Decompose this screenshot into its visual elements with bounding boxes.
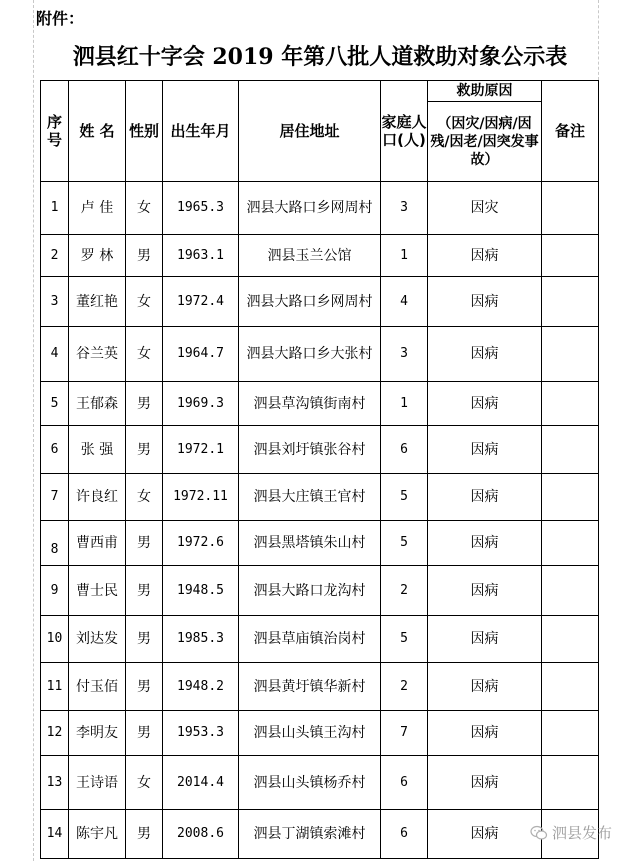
cell-seq: 13 xyxy=(41,756,69,810)
cell-name: 董红艳 xyxy=(69,277,126,327)
table-row xyxy=(41,382,599,426)
cell-name: 曹士民 xyxy=(69,566,126,616)
cell-address: 泗县山头镇王沟村 xyxy=(239,711,381,756)
cell-birth: 1948.2 xyxy=(163,663,239,711)
cell-address: 泗县大路口乡网周村 xyxy=(239,277,381,327)
cell-name: 王诗语 xyxy=(69,756,126,810)
cell-seq: 10 xyxy=(41,616,69,663)
cell-address: 泗县大路口乡大张村 xyxy=(239,327,381,382)
cell-gender: 男 xyxy=(126,382,163,426)
cell-name: 付玉佰 xyxy=(69,663,126,711)
table-row xyxy=(41,474,599,521)
cell-birth: 2008.6 xyxy=(163,810,239,859)
cell-remark xyxy=(542,711,599,756)
cell-address: 泗县山头镇杨乔村 xyxy=(239,756,381,810)
cell-name: 罗 林 xyxy=(69,235,126,277)
cell-household: 2 xyxy=(381,566,428,616)
cell-remark xyxy=(542,382,599,426)
cell-birth: 1985.3 xyxy=(163,616,239,663)
watermark xyxy=(530,822,612,843)
wechat-icon xyxy=(530,825,548,841)
cell-gender: 男 xyxy=(126,521,163,566)
cell-address: 泗县草庙镇治岗村 xyxy=(239,616,381,663)
cell-address: 泗县玉兰公馆 xyxy=(239,235,381,277)
cell-name: 曹西甫 xyxy=(69,521,126,566)
cell-seq: 11 xyxy=(41,663,69,711)
page-margin-guide-left xyxy=(33,0,34,861)
cell-remark xyxy=(542,327,599,382)
header-reason-title: 救助原因 xyxy=(428,81,542,102)
cell-household: 1 xyxy=(381,235,428,277)
cell-address: 泗县刘圩镇张谷村 xyxy=(239,426,381,474)
cell-household: 2 xyxy=(381,663,428,711)
cell-seq: 4 xyxy=(41,327,69,382)
table-row xyxy=(41,663,599,711)
header-gender: 性别 xyxy=(126,81,163,182)
cell-reason: 因灾 xyxy=(428,182,542,235)
watermark-text: 泗县发布 xyxy=(552,824,613,842)
cell-seq: 1 xyxy=(41,182,69,235)
table-row xyxy=(41,277,599,327)
cell-remark xyxy=(542,426,599,474)
cell-name: 张 强 xyxy=(69,426,126,474)
cell-name: 刘达发 xyxy=(69,616,126,663)
header-name: 姓 名 xyxy=(69,81,126,182)
cell-gender: 女 xyxy=(126,182,163,235)
cell-birth: 1963.1 xyxy=(163,235,239,277)
header-birth: 出生年月 xyxy=(163,81,239,182)
cell-gender: 女 xyxy=(126,327,163,382)
cell-birth: 1964.7 xyxy=(163,327,239,382)
cell-seq: 5 xyxy=(41,382,69,426)
cell-address: 泗县大路口乡网周村 xyxy=(239,182,381,235)
cell-address: 泗县丁湖镇索滩村 xyxy=(239,810,381,859)
cell-gender: 女 xyxy=(126,474,163,521)
cell-household: 5 xyxy=(381,474,428,521)
cell-household: 3 xyxy=(381,327,428,382)
cell-remark xyxy=(542,182,599,235)
cell-household: 6 xyxy=(381,426,428,474)
cell-seq: 7 xyxy=(41,474,69,521)
cell-seq: 6 xyxy=(41,426,69,474)
cell-gender: 男 xyxy=(126,235,163,277)
cell-gender: 男 xyxy=(126,426,163,474)
table-row xyxy=(41,521,599,566)
cell-name: 陈宇凡 xyxy=(69,810,126,859)
cell-seq: 9 xyxy=(41,566,69,616)
table-row xyxy=(41,616,599,663)
table-row xyxy=(41,566,599,616)
cell-birth: 1972.6 xyxy=(163,521,239,566)
attachment-label: 附件： xyxy=(36,9,85,28)
cell-household: 4 xyxy=(381,277,428,327)
cell-birth: 1972.11 xyxy=(163,474,239,521)
cell-gender: 男 xyxy=(126,711,163,756)
cell-household: 1 xyxy=(381,382,428,426)
cell-remark xyxy=(542,277,599,327)
cell-remark xyxy=(542,521,599,566)
table-row xyxy=(41,711,599,756)
cell-birth: 1948.5 xyxy=(163,566,239,616)
cell-reason: 因病 xyxy=(428,277,542,327)
table-row xyxy=(41,235,599,277)
cell-birth: 1953.3 xyxy=(163,711,239,756)
cell-birth: 1972.1 xyxy=(163,426,239,474)
cell-seq: 3 xyxy=(41,277,69,327)
cell-birth: 1969.3 xyxy=(163,382,239,426)
cell-name: 李明友 xyxy=(69,711,126,756)
cell-address: 泗县大庄镇王官村 xyxy=(239,474,381,521)
cell-reason: 因病 xyxy=(428,711,542,756)
header-remark: 备注 xyxy=(542,81,599,182)
cell-household: 3 xyxy=(381,182,428,235)
cell-reason: 因病 xyxy=(428,327,542,382)
cell-address: 泗县黄圩镇华新村 xyxy=(239,663,381,711)
cell-household: 6 xyxy=(381,756,428,810)
header-seq: 序号 xyxy=(41,81,69,182)
cell-name: 谷兰英 xyxy=(69,327,126,382)
cell-household: 6 xyxy=(381,810,428,859)
header-address: 居住地址 xyxy=(239,81,381,182)
cell-reason: 因病 xyxy=(428,616,542,663)
cell-reason: 因病 xyxy=(428,521,542,566)
cell-gender: 男 xyxy=(126,616,163,663)
cell-gender: 男 xyxy=(126,663,163,711)
cell-birth: 1972.4 xyxy=(163,277,239,327)
cell-reason: 因病 xyxy=(428,756,542,810)
cell-household: 5 xyxy=(381,616,428,663)
cell-address: 泗县大路口龙沟村 xyxy=(239,566,381,616)
cell-remark xyxy=(542,566,599,616)
cell-reason: 因病 xyxy=(428,235,542,277)
cell-remark xyxy=(542,616,599,663)
cell-reason: 因病 xyxy=(428,426,542,474)
cell-household: 7 xyxy=(381,711,428,756)
cell-address: 泗县黑塔镇朱山村 xyxy=(239,521,381,566)
header-household: 家庭人口(人) xyxy=(381,81,428,182)
aid-recipients-table xyxy=(40,80,599,859)
cell-gender: 男 xyxy=(126,810,163,859)
table-row xyxy=(41,810,599,859)
cell-seq: 8 xyxy=(41,521,69,566)
cell-name: 卢 佳 xyxy=(69,182,126,235)
cell-birth: 2014.4 xyxy=(163,756,239,810)
cell-reason: 因病 xyxy=(428,810,542,859)
table-row xyxy=(41,426,599,474)
cell-reason: 因病 xyxy=(428,663,542,711)
table-row xyxy=(41,327,599,382)
cell-gender: 女 xyxy=(126,277,163,327)
cell-remark xyxy=(542,474,599,521)
cell-reason: 因病 xyxy=(428,382,542,426)
cell-gender: 女 xyxy=(126,756,163,810)
document-title: 泗县红十字会 2019 年第八批人道救助对象公示表 xyxy=(72,44,568,70)
cell-remark xyxy=(542,756,599,810)
cell-remark xyxy=(542,235,599,277)
cell-remark xyxy=(542,663,599,711)
cell-gender: 男 xyxy=(126,566,163,616)
table-row xyxy=(41,756,599,810)
table-row xyxy=(41,182,599,235)
cell-seq: 14 xyxy=(41,810,69,859)
cell-seq: 2 xyxy=(41,235,69,277)
cell-reason: 因病 xyxy=(428,474,542,521)
cell-address: 泗县草沟镇街南村 xyxy=(239,382,381,426)
cell-household: 5 xyxy=(381,521,428,566)
header-reason-subtitle: （因灾/因病/因残/因老/因突发事故） xyxy=(428,102,542,182)
cell-birth: 1965.3 xyxy=(163,182,239,235)
cell-name: 许良红 xyxy=(69,474,126,521)
cell-name: 王郁森 xyxy=(69,382,126,426)
cell-reason: 因病 xyxy=(428,566,542,616)
cell-seq: 12 xyxy=(41,711,69,756)
